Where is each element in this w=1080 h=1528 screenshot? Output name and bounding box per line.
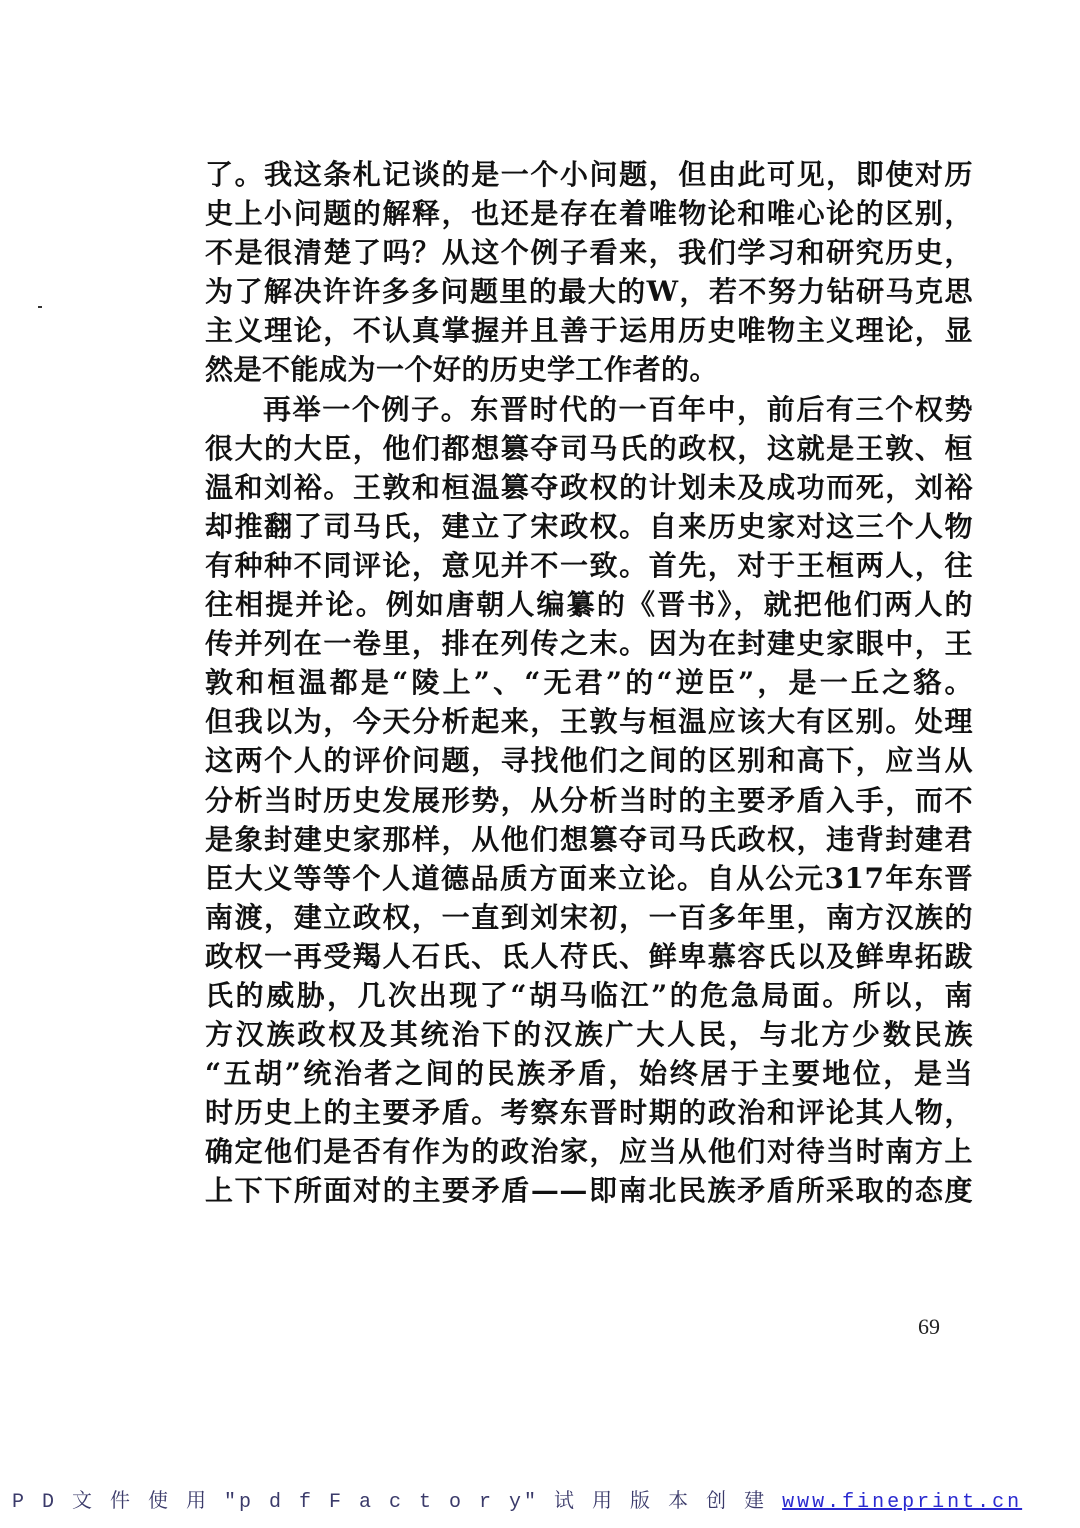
- text-line: 方汉族政权及其统治下的汉族广大人民，与北方少数民族: [205, 1018, 973, 1052]
- text-line: 但我以为，今天分析起来，王敦与桓温应该大有区别。处理: [205, 705, 973, 739]
- text-line: 然是不能成为一个好的历史学工作者的。: [205, 353, 719, 387]
- body-text: [205, 155, 973, 1211]
- text-line: 主义理论，不认真掌握并且善于运用历史唯物主义理论，显: [205, 314, 973, 348]
- text-line: 南渡，建立政权，一直到刘宋初，一百多年里，南方汉族的: [205, 900, 973, 934]
- text-line: 了。我这条札记谈的是一个小问题，但由此可见，即使对历: [205, 158, 973, 191]
- text-line: 传并列在一卷里，排在列传之末。因为在封建史家眼中，王: [205, 627, 973, 661]
- text-line: 为了解决许许多多问题里的最大的W，若不努力钻研马克思: [205, 275, 973, 309]
- text-line: 再举一个例子。东晋时代的一百年中，前后有三个权势: [263, 392, 973, 426]
- text-line: 是象封建史家那样，从他们想篡夺司马氏政权，违背封建君: [205, 822, 973, 856]
- text-line: 温和刘裕。王敦和桓温篡夺政权的计划未及成功而死，刘裕: [205, 470, 973, 504]
- text-line: 这两个人的评价问题，寻找他们之间的区别和高下，应当从: [205, 744, 973, 778]
- text-line: 氏的威胁，几次出现了“胡马临江”的危急局面。所以，南: [205, 978, 973, 1012]
- text-line: 确定他们是否有作为的政治家，应当从他们对待当时南方上: [205, 1135, 973, 1169]
- text-line: 分析当时历史发展形势，从分析当时的主要矛盾入手，而不: [205, 783, 973, 817]
- text-line: 往相提并论。例如唐朝人编纂的《晋书》，就把他们两人的: [205, 588, 973, 622]
- watermark-link[interactable]: www.fineprint.cn: [782, 1491, 1023, 1514]
- page-number: 69: [918, 1314, 940, 1339]
- text-line: 却推翻了司马氏，建立了宋政权。自来历史家对这三个人物: [205, 509, 973, 543]
- text-line: 史上小问题的解释，也还是存在着唯物论和唯心论的区别，: [205, 197, 973, 231]
- margin-mark: [38, 306, 42, 308]
- pdf-watermark-footer: [12, 1484, 1023, 1514]
- text-line: 时历史上的主要矛盾。考察东晋时期的政治和评论其人物，: [205, 1096, 973, 1130]
- text-line: “五胡”统治者之间的民族矛盾，始终居于主要地位，是当: [205, 1057, 973, 1091]
- text-line: 有种种不同评论，意见并不一致。首先，对于王桓两人，往: [205, 548, 973, 582]
- text-line: 不是很清楚了吗？从这个例子看来，我们学习和研究历史，: [205, 236, 973, 270]
- text-line: 敦和桓温都是“陵上”、“无君”的“逆臣”，是一丘之貉。: [205, 666, 973, 700]
- text-line: 很大的大臣，他们都想篡夺司马氏的政权，这就是王敦、桓: [205, 431, 973, 465]
- text-line: 政权一再受羯人石氏、氐人苻氏、鲜卑慕容氏以及鲜卑拓跋: [205, 939, 973, 973]
- text-line: 上下下所面对的主要矛盾——即南北民族矛盾所采取的态度: [205, 1174, 973, 1208]
- text-line: 臣大义等等个人道德品质方面来立论。自从公元317年东晋: [205, 861, 973, 895]
- watermark-text: P D 文 件 使 用 "p d f F a c t o r y" 试 用 版 本 创 建: [12, 1491, 768, 1514]
